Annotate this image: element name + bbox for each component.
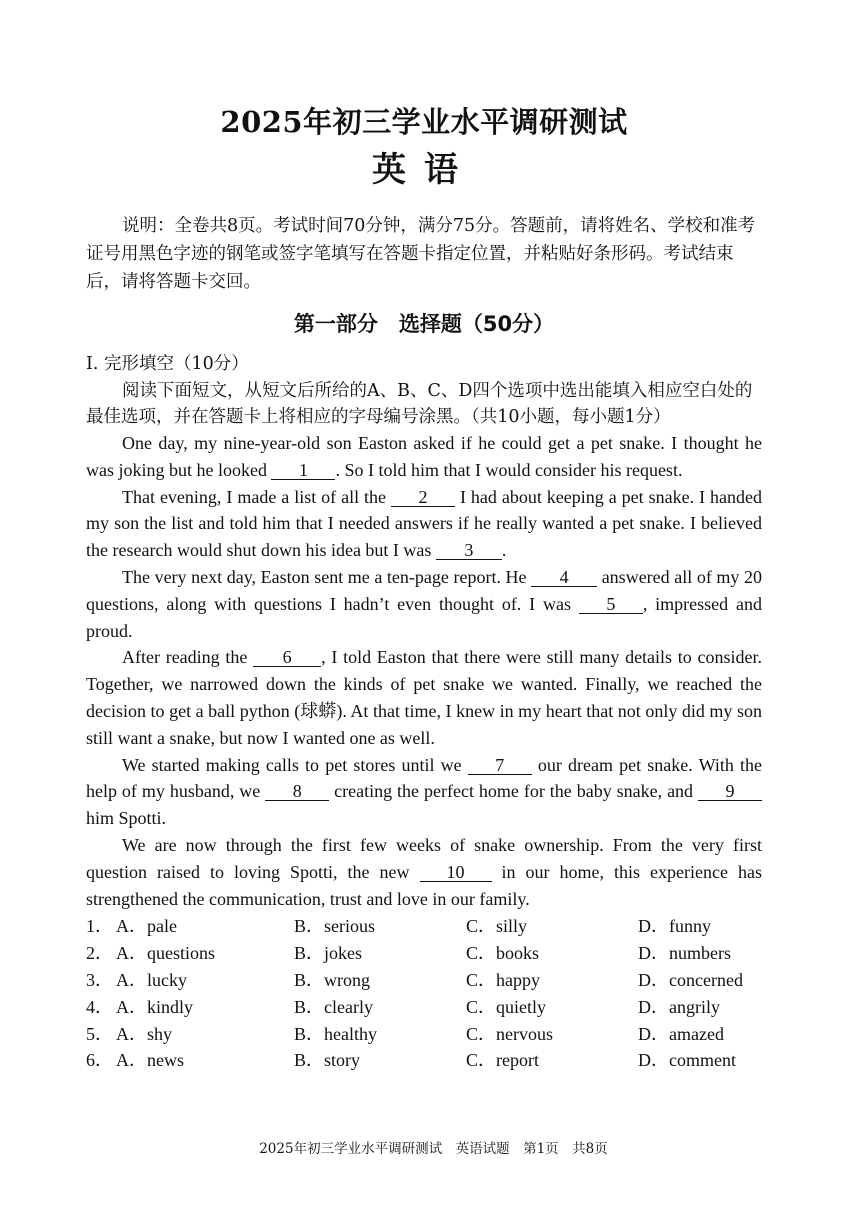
option-b: B．serious (294, 916, 375, 937)
option-d: D．angrily (638, 996, 720, 1017)
option-row-1 (86, 913, 762, 940)
option-d: D．funny (638, 916, 711, 937)
page-footer: 2025年初三学业水平调研测试 英语试题 第1页 共8页 (259, 1141, 608, 1157)
option-b: B．healthy (294, 1023, 377, 1044)
option-d: D．numbers (638, 943, 731, 964)
blank-10: 10 (420, 863, 492, 882)
subject-title: 英语 (372, 150, 476, 190)
option-a: A．shy (116, 1023, 173, 1044)
blank-4: 4 (531, 568, 597, 587)
option-c: C．books (466, 943, 540, 964)
section-title: I. 完形填空（10分） (86, 354, 249, 374)
option-a: A．lucky (116, 969, 187, 990)
option-a: A．questions (116, 943, 215, 964)
paragraph-1: One day, my nine-year-old son Easton asked if he could get a pet snake. I thought he was joking but he looked 1 . So I told him that I would consider his request. (86, 433, 762, 480)
blank-9: 9 (698, 782, 762, 801)
option-b: B．story (294, 1050, 361, 1071)
option-d: D．amazed (638, 1023, 724, 1044)
blank-1: 1 (271, 461, 335, 480)
paragraph-4: After reading the 6 , I told Easton that there were still many details to consider. Together, we narrowed down the kinds of pet snake we wanted. Finally, we reached the decision to get a ball python (球蟒). At that time, I knew in my heart that not only did my son still want a snake, but now I wanted one as well. (86, 647, 762, 748)
option-a: A．pale (116, 916, 177, 937)
cloze-passage (86, 430, 762, 912)
option-c: C．silly (466, 916, 528, 937)
paragraph-5: We started making calls to pet stores until we 7 our dream pet snake. With the help of my husband, we 8 creating the perfect home for the baby snake, and 9 him Spotti. (86, 754, 762, 829)
option-a: A．kindly (116, 996, 194, 1017)
option-c: C．quietly (466, 996, 546, 1017)
section-instruction: 阅读下面短文，从短文后所给的A、B、C、D四个选项中选出能填入相应空白处的最佳选项，并在答题卡上将相应的字母编号涂黑。（共10小题，每小题1分） (86, 381, 753, 427)
question-number: 3． (86, 969, 113, 990)
paragraph-3: The very next day, Easton sent me a ten-page report. He 4 answered all of my 20 questions, along with questions I hadn’t even thought of. I was 5 , impressed and proud. (86, 566, 762, 641)
question-number: 2． (86, 943, 113, 964)
option-d: D．concerned (638, 969, 743, 990)
paragraph-2: That evening, I made a list of all the 2 I had about keeping a pet snake. I handed my son the list and told him that I needed answers if he really wanted a pet snake. I believed the research would shut down his idea but I was 3 . (86, 486, 762, 561)
blank-3: 3 (436, 541, 502, 560)
question-number: 6． (86, 1050, 113, 1071)
option-row-5 (86, 1021, 762, 1048)
paragraph-6: We are now through the first few weeks of snake ownership. From the very first question raised to loving Spotti, the new 10 in our home, this experience has strengthened the communication, trust and love in our family. (86, 834, 762, 909)
answer-options (86, 913, 762, 1074)
option-c: C．happy (466, 969, 540, 990)
exam-notes: 说明：全卷共8页。考试时间70分钟，满分75分。答题前，请将姓名、学校和准考证号用黑色字迹的钢笔或签字笔填写在答题卡指定位置，并粘贴好条形码。考试结束后，请将答题卡交回。 (86, 216, 756, 292)
option-d: D．comment (638, 1050, 736, 1071)
option-a: A．news (116, 1050, 184, 1071)
question-number: 5． (86, 1023, 113, 1044)
blank-5: 5 (579, 595, 643, 614)
option-b: B．jokes (294, 943, 363, 964)
option-row-3 (86, 967, 762, 994)
option-row-4 (86, 994, 762, 1021)
exam-title: 2025年初三学业水平调研测试 (220, 105, 628, 139)
blank-2: 2 (391, 488, 455, 507)
option-row-6 (86, 1047, 762, 1074)
option-b: B．clearly (294, 996, 373, 1017)
question-number: 4． (86, 996, 113, 1017)
blank-6: 6 (253, 648, 321, 667)
exam-page (86, 100, 762, 1074)
part-title: 第一部分 选择题（50分） (293, 312, 555, 336)
question-number: 1． (86, 916, 113, 937)
option-b: B．wrong (294, 969, 370, 990)
option-c: C．report (466, 1050, 539, 1071)
blank-8: 8 (265, 782, 329, 801)
blank-7: 7 (468, 756, 532, 775)
option-c: C．nervous (466, 1023, 553, 1044)
option-row-2 (86, 940, 762, 967)
